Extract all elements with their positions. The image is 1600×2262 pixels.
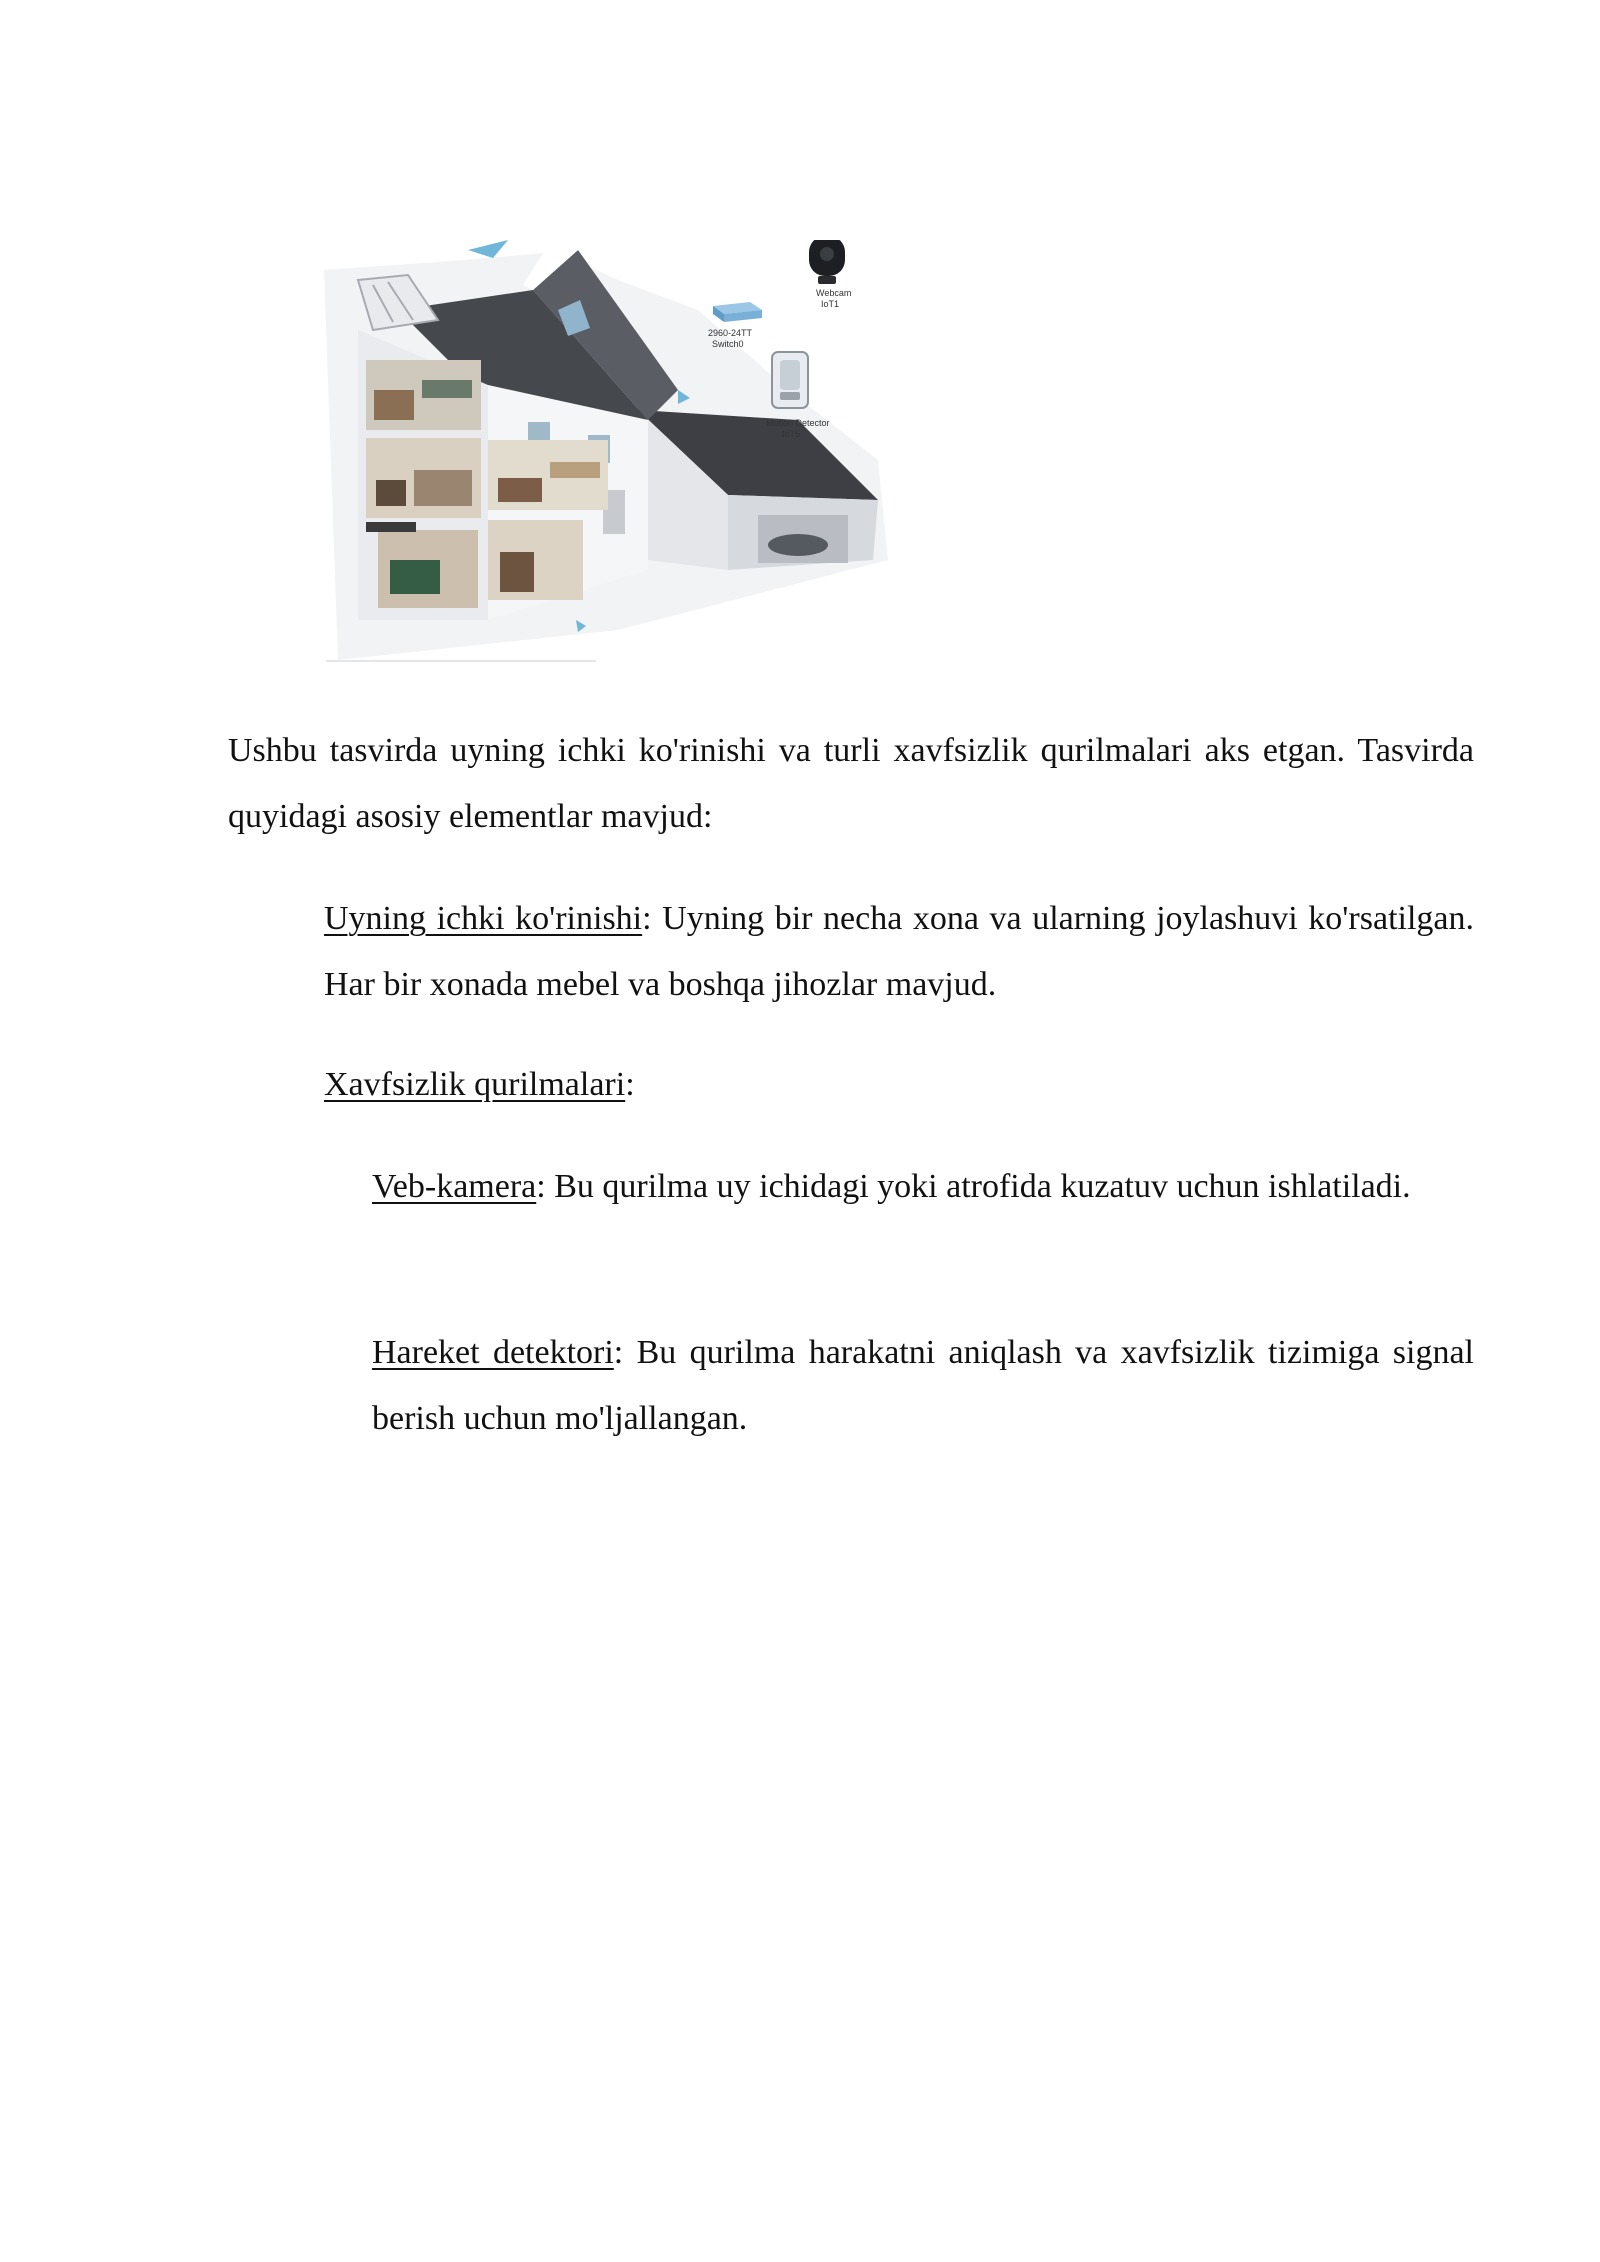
list-item bbox=[324, 1052, 1474, 1118]
webcam-icon bbox=[809, 240, 845, 284]
intro-line-2: Tasvirda quyidagi asosiy elementlar mavjud: bbox=[228, 732, 1474, 835]
intro-paragraph bbox=[228, 718, 1474, 850]
subitem-term: Veb-kamera bbox=[372, 1168, 537, 1205]
item-separator: : bbox=[642, 900, 652, 937]
intro-line-1: Ushbu tasvirda uyning ichki ko'rinishi va turli xavfsizlik qurilmalari aks etgan. bbox=[228, 732, 1346, 769]
subitem-separator: : bbox=[613, 1334, 624, 1371]
motion-detector-label-line1: Motion Detector bbox=[766, 418, 830, 428]
motion-detector-icon bbox=[772, 352, 808, 408]
sub-list-item bbox=[372, 1154, 1474, 1220]
subitem-term: Hareket detektori bbox=[372, 1334, 614, 1371]
house-cutaway-image bbox=[324, 240, 888, 662]
subitem-separator: : bbox=[536, 1168, 546, 1205]
house-devices-figure bbox=[318, 240, 1258, 672]
item-term: Xavfsizlik qurilmalari bbox=[324, 1066, 626, 1103]
switch-icon bbox=[713, 302, 762, 322]
switch-label-line2: Switch0 bbox=[712, 339, 744, 349]
list-item bbox=[324, 886, 1474, 1018]
webcam-label-line2: IoT1 bbox=[821, 299, 840, 309]
webcam-label-line1: Webcam bbox=[816, 288, 852, 298]
item-separator: : bbox=[625, 1066, 635, 1103]
motion-detector-label-line2: IoT5 bbox=[782, 429, 801, 439]
subitem-description: Bu qurilma uy ichidagi yoki atrofida kuzatuv uchun ishlatiladi. bbox=[545, 1168, 1411, 1205]
sub-list-item bbox=[372, 1320, 1474, 1452]
item-description: Uyning bir necha xona va ularning joylashuvi ko'rsatilgan. Har bir xonada mebel va boshqa jihozlar mavjud. bbox=[324, 900, 1474, 1003]
subitem-description: Bu qurilma harakatni aniqlash va xavfsizlik tizimiga signal berish uchun mo'ljallangan. bbox=[372, 1334, 1474, 1437]
item-term: Uyning ichki ko'rinishi bbox=[324, 900, 643, 937]
switch-label-line1: 2960-24TT bbox=[708, 328, 753, 338]
